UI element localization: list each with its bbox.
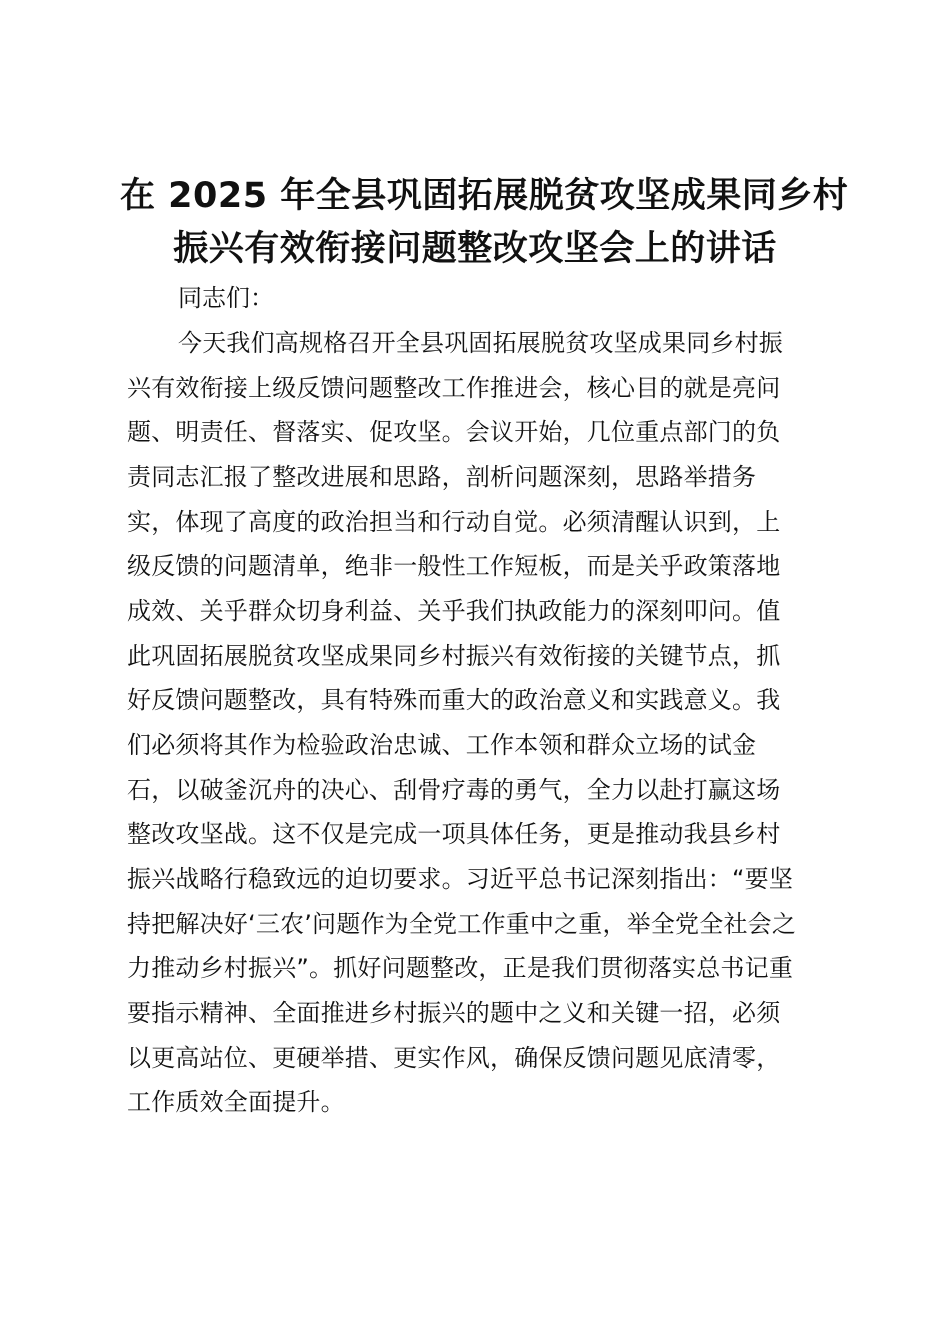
body-line: 以更高站位、更硬举措、更实作风，确保反馈问题见底清零， xyxy=(127,1043,781,1072)
body-line: 石，以破釜沉舟的决心、刮骨疗毒的勇气，全力以赴打赢这场 xyxy=(127,775,781,804)
title-line-2: 振兴有效衔接问题整改攻坚会上的讲话 xyxy=(173,229,777,269)
body-line: 题、明责任、督落实、促攻坚。会议开始，几位重点部门的负 xyxy=(127,418,781,447)
body-line: 责同志汇报了整改进展和思路，剖析问题深刻，思路举措务 xyxy=(127,462,757,491)
body-line: 成效、关乎群众切身利益、关乎我们执政能力的深刻叩问。值 xyxy=(127,596,781,625)
speech-body xyxy=(127,321,837,1125)
body-line: 持把解决好‘三农’问题作为全党工作重中之重，举全党全社会之 xyxy=(127,909,797,938)
body-line: 振兴战略行稳致远的迫切要求。习近平总书记深刻指出：“要坚 xyxy=(127,864,794,893)
body-line: 要指示精神、全面推进乡村振兴的题中之义和关键一招，必须 xyxy=(127,998,781,1027)
salutation: 同志们： xyxy=(178,284,274,312)
title-line-1: 在 2025 年全县巩固拓展脱贫攻坚成果同乡村 xyxy=(120,176,849,216)
body-line: 们必须将其作为检验政治忠诚、工作本领和群众立场的试金 xyxy=(127,730,757,759)
document-title xyxy=(120,170,849,276)
body-line: 力推动乡村振兴”。抓好问题整改，正是我们贯彻落实总书记重 xyxy=(127,954,794,983)
body-line: 兴有效衔接上级反馈问题整改工作推进会，核心目的就是亮问 xyxy=(127,373,781,402)
body-line: 整改攻坚战。这不仅是完成一项具体任务，更是推动我县乡村 xyxy=(127,820,781,849)
body-line: 此巩固拓展脱贫攻坚成果同乡村振兴有效衔接的关键节点，抓 xyxy=(127,641,781,670)
body-line: 工作质效全面提升。 xyxy=(127,1088,345,1117)
body-line: 好反馈问题整改，具有特殊而重大的政治意义和实践意义。我 xyxy=(127,686,781,715)
body-line: 级反馈的问题清单，绝非一般性工作短板，而是关乎政策落地 xyxy=(127,552,781,581)
body-line: 今天我们高规格召开全县巩固拓展脱贫攻坚成果同乡村振 xyxy=(178,329,783,357)
body-line: 实，体现了高度的政治担当和行动自觉。必须清醒认识到，上 xyxy=(127,507,781,536)
